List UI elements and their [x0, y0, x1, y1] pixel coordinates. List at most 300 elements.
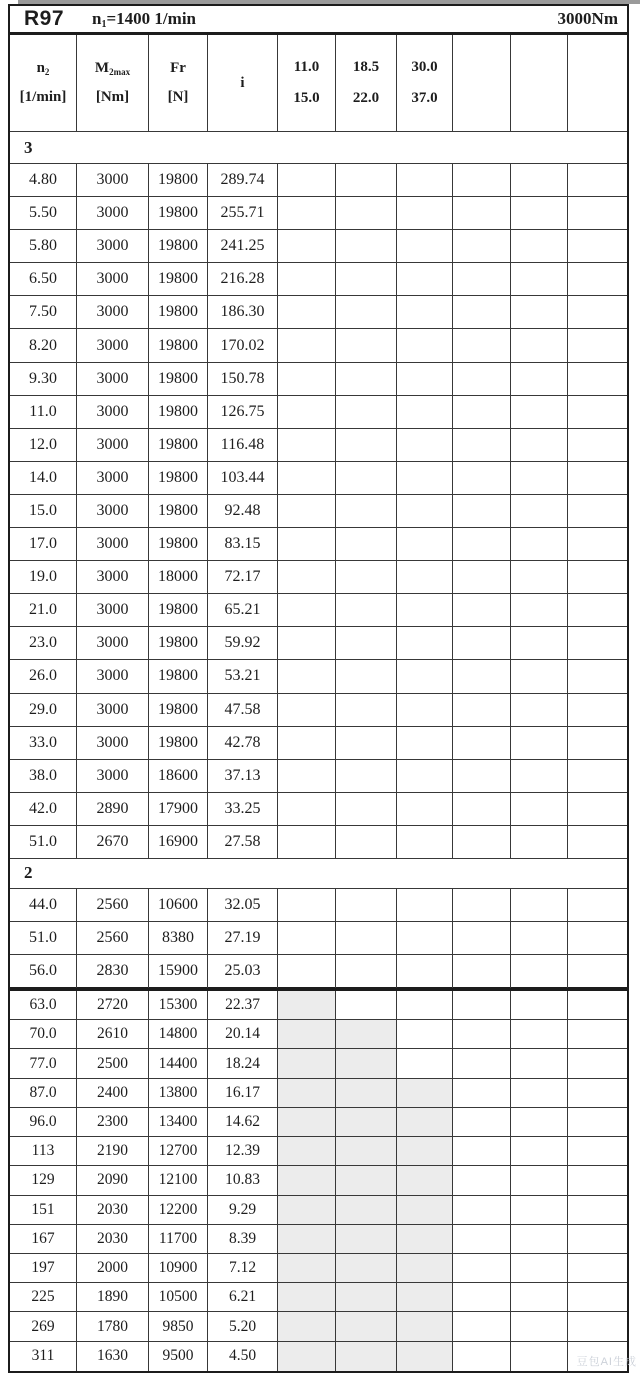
power-cell [453, 329, 511, 361]
power-cell [511, 1049, 568, 1077]
cell-m2max: 3000 [77, 760, 149, 792]
power-cell [278, 1312, 336, 1340]
power-cell [278, 889, 336, 921]
power-cell [511, 197, 568, 229]
power-cell [278, 694, 336, 726]
table-row [10, 991, 627, 1020]
cell-m2max: 2560 [77, 889, 149, 921]
power-cell [453, 1312, 511, 1340]
cell-fr: 19800 [149, 528, 208, 560]
power-cell [511, 826, 568, 858]
power-cell [278, 296, 336, 328]
power-cell [511, 627, 568, 659]
cell-ratio: 126.75 [208, 396, 278, 428]
power-cell [397, 528, 453, 560]
power-cell [568, 230, 627, 262]
cell-m2max: 3000 [77, 495, 149, 527]
power-cell [336, 955, 397, 988]
max-torque-label: 3000Nm [557, 9, 618, 28]
cell-ratio: 33.25 [208, 793, 278, 825]
power-cell [336, 760, 397, 792]
gear-unit-model: R97 [24, 7, 65, 30]
power-cell [278, 1196, 336, 1224]
power-cell [511, 1254, 568, 1282]
col-header-m2max: $M_{2max}$ [Nm] [77, 35, 149, 131]
cell-m2max: 2830 [77, 955, 149, 988]
power-cell [511, 1137, 568, 1165]
cell-fr: 18600 [149, 760, 208, 792]
power-cell [397, 889, 453, 921]
power-cell [278, 164, 336, 196]
stage-band-2: 2 [10, 859, 627, 889]
power-cell [453, 495, 511, 527]
power-cell [453, 594, 511, 626]
cell-ratio: 186.30 [208, 296, 278, 328]
cell-fr: 19800 [149, 594, 208, 626]
power-cell [568, 495, 627, 527]
cell-fr: 13400 [149, 1108, 208, 1136]
power-cell [278, 329, 336, 361]
table-row [10, 363, 627, 396]
cell-n2: 77.0 [10, 1049, 77, 1077]
cell-n2: 9.30 [10, 363, 77, 395]
cell-ratio: 150.78 [208, 363, 278, 395]
power-cell [278, 396, 336, 428]
cell-n2: 96.0 [10, 1108, 77, 1136]
cell-n2: 29.0 [10, 694, 77, 726]
col-header-power-5 [511, 35, 568, 131]
power-cell [453, 760, 511, 792]
power-cell [278, 197, 336, 229]
power-cell [453, 660, 511, 692]
cell-ratio: 216.28 [208, 263, 278, 295]
cell-n2: 225 [10, 1283, 77, 1311]
table-row [10, 760, 627, 793]
power-cell [568, 1049, 627, 1077]
cell-fr: 19800 [149, 197, 208, 229]
table-row [10, 1020, 627, 1049]
power-cell [278, 727, 336, 759]
table-row [10, 561, 627, 594]
cell-fr: 12700 [149, 1137, 208, 1165]
cell-ratio: 116.48 [208, 429, 278, 461]
power-cell [511, 164, 568, 196]
cell-ratio: 92.48 [208, 495, 278, 527]
power-cell [336, 991, 397, 1019]
power-cell [336, 627, 397, 659]
cell-fr: 10900 [149, 1254, 208, 1282]
cell-m2max: 2500 [77, 1049, 149, 1077]
power-cell [336, 164, 397, 196]
power-cell [453, 826, 511, 858]
col-header-fr: Fr [N] [149, 35, 208, 131]
table-row [10, 922, 627, 955]
power-cell [511, 561, 568, 593]
cell-fr: 19800 [149, 429, 208, 461]
cell-fr: 18000 [149, 561, 208, 593]
power-cell [278, 922, 336, 954]
power-cell [511, 1342, 568, 1371]
cell-m2max: 3000 [77, 429, 149, 461]
input-speed-label: $n_1=1400$ 1/min [92, 8, 196, 30]
power-cell [511, 694, 568, 726]
col-header-power-1: 11.0 15.0 [278, 35, 336, 131]
cell-n2: 17.0 [10, 528, 77, 560]
cell-ratio: 103.44 [208, 462, 278, 494]
cell-ratio: 255.71 [208, 197, 278, 229]
table-row [10, 660, 627, 693]
power-cell [397, 955, 453, 988]
power-cell [397, 429, 453, 461]
cell-n2: 167 [10, 1225, 77, 1253]
power-cell [278, 991, 336, 1019]
cell-ratio: 6.21 [208, 1283, 278, 1311]
power-cell [568, 991, 627, 1019]
power-cell [568, 1108, 627, 1136]
power-cell [511, 429, 568, 461]
table-row [10, 329, 627, 362]
table-row [10, 727, 627, 760]
power-cell [278, 955, 336, 988]
cell-n2: 87.0 [10, 1079, 77, 1107]
power-cell [568, 922, 627, 954]
power-cell [336, 561, 397, 593]
table-row [10, 230, 627, 263]
cell-fr: 19800 [149, 627, 208, 659]
table-row [10, 429, 627, 462]
cell-ratio: 7.12 [208, 1254, 278, 1282]
power-cell [336, 1049, 397, 1077]
cell-fr: 12100 [149, 1166, 208, 1194]
cell-m2max: 1630 [77, 1342, 149, 1371]
cell-m2max: 3000 [77, 263, 149, 295]
power-cell [397, 922, 453, 954]
stage-band-3: 3 [10, 132, 627, 164]
cell-fr: 9850 [149, 1312, 208, 1340]
cell-ratio: 22.37 [208, 991, 278, 1019]
power-cell [397, 793, 453, 825]
power-cell [511, 889, 568, 921]
cell-n2: 19.0 [10, 561, 77, 593]
cell-n2: 38.0 [10, 760, 77, 792]
table-row [10, 889, 627, 922]
power-cell [336, 528, 397, 560]
power-cell [453, 230, 511, 262]
col-header-power-3: 30.0 37.0 [397, 35, 453, 131]
power-cell [511, 1196, 568, 1224]
power-cell [397, 627, 453, 659]
power-cell [568, 462, 627, 494]
cell-m2max: 3000 [77, 329, 149, 361]
cell-ratio: 65.21 [208, 594, 278, 626]
cell-ratio: 9.29 [208, 1196, 278, 1224]
power-cell [511, 1283, 568, 1311]
cell-fr: 14400 [149, 1049, 208, 1077]
power-cell [336, 495, 397, 527]
power-cell [511, 1020, 568, 1048]
table-row [10, 1225, 627, 1254]
cell-ratio: 14.62 [208, 1108, 278, 1136]
cell-m2max: 2090 [77, 1166, 149, 1194]
power-cell [511, 396, 568, 428]
power-cell [336, 1108, 397, 1136]
power-cell [453, 991, 511, 1019]
power-cell [278, 561, 336, 593]
power-cell [568, 429, 627, 461]
power-cell [397, 1166, 453, 1194]
table-row [10, 955, 627, 988]
cell-ratio: 25.03 [208, 955, 278, 988]
power-cell [397, 329, 453, 361]
power-cell [278, 1342, 336, 1371]
power-cell [568, 627, 627, 659]
cell-fr: 15900 [149, 955, 208, 988]
power-cell [568, 694, 627, 726]
cell-m2max: 2720 [77, 991, 149, 1019]
power-cell [568, 1254, 627, 1282]
cell-ratio: 289.74 [208, 164, 278, 196]
cell-m2max: 3000 [77, 528, 149, 560]
power-cell [568, 594, 627, 626]
cell-n2: 70.0 [10, 1020, 77, 1048]
cell-m2max: 3000 [77, 230, 149, 262]
table-row [10, 296, 627, 329]
power-cell [453, 429, 511, 461]
power-cell [568, 1312, 627, 1340]
power-cell [511, 660, 568, 692]
cell-ratio: 27.19 [208, 922, 278, 954]
power-cell [511, 922, 568, 954]
power-cell [568, 1225, 627, 1253]
power-cell [453, 197, 511, 229]
power-cell [568, 826, 627, 858]
cell-fr: 19800 [149, 396, 208, 428]
table-row [10, 1108, 627, 1137]
col-header-power-6 [568, 35, 627, 131]
power-cell [568, 528, 627, 560]
power-cell [397, 694, 453, 726]
cell-m2max: 3000 [77, 363, 149, 395]
power-cell [278, 1020, 336, 1048]
power-cell [336, 197, 397, 229]
power-cell [453, 1108, 511, 1136]
power-cell [336, 793, 397, 825]
cell-n2: 113 [10, 1137, 77, 1165]
power-cell [278, 462, 336, 494]
table-row [10, 396, 627, 429]
cell-ratio: 10.83 [208, 1166, 278, 1194]
power-cell [397, 991, 453, 1019]
power-cell [278, 660, 336, 692]
cell-n2: 56.0 [10, 955, 77, 988]
cell-n2: 15.0 [10, 495, 77, 527]
cell-fr: 10600 [149, 889, 208, 921]
power-cell [336, 296, 397, 328]
power-cell [453, 1137, 511, 1165]
power-cell [397, 1137, 453, 1165]
table-row [10, 694, 627, 727]
cell-n2: 4.80 [10, 164, 77, 196]
cell-fr: 19800 [149, 694, 208, 726]
cell-ratio: 18.24 [208, 1049, 278, 1077]
table-row [10, 826, 627, 859]
table-row [10, 1196, 627, 1225]
cell-ratio: 5.20 [208, 1312, 278, 1340]
power-cell [453, 462, 511, 494]
power-cell [336, 363, 397, 395]
power-cell [278, 230, 336, 262]
power-cell [336, 1225, 397, 1253]
col-header-ratio: i [208, 35, 278, 131]
cell-n2: 26.0 [10, 660, 77, 692]
power-cell [453, 627, 511, 659]
cell-ratio: 53.21 [208, 660, 278, 692]
cell-m2max: 2000 [77, 1254, 149, 1282]
table-row [10, 1049, 627, 1078]
power-cell [453, 528, 511, 560]
power-cell [397, 1254, 453, 1282]
cell-m2max: 2030 [77, 1225, 149, 1253]
power-cell [453, 955, 511, 988]
power-cell [511, 727, 568, 759]
cell-ratio: 20.14 [208, 1020, 278, 1048]
table-row [10, 495, 627, 528]
cell-m2max: 3000 [77, 296, 149, 328]
table-row [10, 197, 627, 230]
cell-n2: 44.0 [10, 889, 77, 921]
title-bar [8, 4, 629, 34]
cell-ratio: 16.17 [208, 1079, 278, 1107]
power-cell [397, 1108, 453, 1136]
power-cell [278, 1254, 336, 1282]
table-row [10, 462, 627, 495]
cell-fr: 10500 [149, 1283, 208, 1311]
cell-m2max: 3000 [77, 594, 149, 626]
cell-n2: 12.0 [10, 429, 77, 461]
power-cell [397, 826, 453, 858]
cell-m2max: 1890 [77, 1283, 149, 1311]
power-cell [453, 1254, 511, 1282]
power-cell [397, 495, 453, 527]
table-row [10, 528, 627, 561]
table-row [10, 1254, 627, 1283]
power-cell [397, 197, 453, 229]
power-cell [278, 495, 336, 527]
power-cell [336, 1196, 397, 1224]
power-cell [397, 1283, 453, 1311]
power-cell [568, 955, 627, 988]
watermark: 豆包AI生成 [576, 1356, 637, 1368]
cell-m2max: 3000 [77, 396, 149, 428]
cell-m2max: 2890 [77, 793, 149, 825]
power-cell [568, 164, 627, 196]
cell-n2: 6.50 [10, 263, 77, 295]
power-cell [511, 1166, 568, 1194]
cell-n2: 33.0 [10, 727, 77, 759]
cell-n2: 51.0 [10, 826, 77, 858]
cell-m2max: 3000 [77, 727, 149, 759]
power-cell [511, 495, 568, 527]
power-cell [278, 1166, 336, 1194]
cell-n2: 23.0 [10, 627, 77, 659]
cell-n2: 11.0 [10, 396, 77, 428]
power-cell [336, 694, 397, 726]
cell-ratio: 72.17 [208, 561, 278, 593]
power-cell [511, 1108, 568, 1136]
cell-ratio: 8.39 [208, 1225, 278, 1253]
cell-m2max: 2030 [77, 1196, 149, 1224]
power-cell [397, 660, 453, 692]
cell-m2max: 2560 [77, 922, 149, 954]
power-cell [278, 263, 336, 295]
power-cell [336, 462, 397, 494]
power-cell [511, 462, 568, 494]
table-row [10, 1283, 627, 1312]
cell-fr: 11700 [149, 1225, 208, 1253]
power-cell [568, 760, 627, 792]
power-cell [453, 1166, 511, 1194]
power-cell [453, 296, 511, 328]
cell-fr: 8380 [149, 922, 208, 954]
cell-fr: 19800 [149, 495, 208, 527]
cell-fr: 19800 [149, 230, 208, 262]
power-cell [397, 1079, 453, 1107]
power-cell [336, 889, 397, 921]
cell-ratio: 32.05 [208, 889, 278, 921]
table-row [10, 263, 627, 296]
power-cell [336, 396, 397, 428]
power-cell [511, 1225, 568, 1253]
power-cell [336, 1020, 397, 1048]
power-cell [511, 1312, 568, 1340]
power-cell [278, 363, 336, 395]
cell-n2: 269 [10, 1312, 77, 1340]
table-row [10, 594, 627, 627]
power-cell [397, 296, 453, 328]
cell-fr: 19800 [149, 329, 208, 361]
power-cell [568, 396, 627, 428]
power-cell [453, 1283, 511, 1311]
power-cell [336, 922, 397, 954]
cell-m2max: 2670 [77, 826, 149, 858]
power-cell [568, 329, 627, 361]
power-cell [568, 727, 627, 759]
cell-n2: 129 [10, 1166, 77, 1194]
power-cell [568, 1020, 627, 1048]
power-cell [397, 594, 453, 626]
power-cell [568, 1166, 627, 1194]
cell-fr: 19800 [149, 296, 208, 328]
cell-n2: 151 [10, 1196, 77, 1224]
power-cell [511, 329, 568, 361]
power-cell [568, 363, 627, 395]
cell-m2max: 3000 [77, 660, 149, 692]
power-cell [336, 1312, 397, 1340]
power-cell [453, 694, 511, 726]
cell-n2: 311 [10, 1342, 77, 1371]
cell-fr: 13800 [149, 1079, 208, 1107]
table-row [10, 627, 627, 660]
power-cell [568, 889, 627, 921]
power-cell [453, 363, 511, 395]
cell-m2max: 2610 [77, 1020, 149, 1048]
cell-fr: 16900 [149, 826, 208, 858]
power-cell [397, 1225, 453, 1253]
table-row [10, 793, 627, 826]
power-cell [453, 889, 511, 921]
power-cell [511, 793, 568, 825]
cell-fr: 19800 [149, 263, 208, 295]
